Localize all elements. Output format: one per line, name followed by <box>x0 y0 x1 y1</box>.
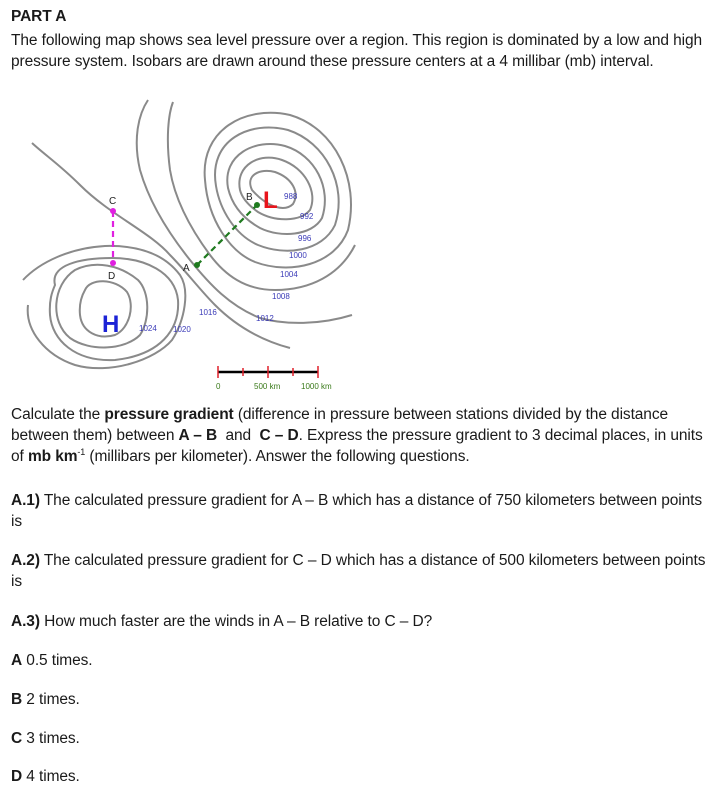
point-label-b: B <box>246 192 253 203</box>
isobar-label-996: 996 <box>298 234 312 243</box>
high-pressure-label: H <box>102 311 120 338</box>
question-a1: A.1) The calculated pressure gradient for A – B which has a distance of 750 kilometers between points is <box>11 492 702 530</box>
question-a3: A.3) How much faster are the winds in A – B relative to C – D? <box>11 613 433 630</box>
point-label-a: A <box>183 263 190 274</box>
option-b[interactable]: B 2 times. <box>11 691 80 708</box>
isobar-label-1020: 1020 <box>173 325 191 334</box>
isobar-1016 <box>32 143 290 348</box>
page-title: PART A <box>11 8 67 25</box>
intro-paragraph: The following map shows sea level pressure over a region. This region is dominated by a low and high pressure system. Isobars are drawn around these pressure centers at a 4 millibar (mb) interval. <box>11 32 703 70</box>
option-d[interactable]: D 4 times. <box>11 768 80 785</box>
isobar-label-992: 992 <box>300 212 314 221</box>
point-label-c: C <box>109 196 117 207</box>
isobar-1004 <box>205 113 351 268</box>
point-b-marker <box>254 202 260 208</box>
isobar-label-1000: 1000 <box>289 251 307 260</box>
scale-label-0: 0 <box>216 382 221 391</box>
scale-bar <box>216 366 332 391</box>
line-a-b <box>197 205 257 265</box>
question-a2: A.2) The calculated pressure gradient for C – D which has a distance of 500 kilometers between points is <box>11 552 706 590</box>
isobar-label-1004: 1004 <box>280 270 298 279</box>
scale-label-1000: 1000 km <box>301 382 332 391</box>
point-a-marker <box>194 262 200 268</box>
isobar-label-1016: 1016 <box>199 308 217 317</box>
isobar-1012 <box>137 100 352 323</box>
option-a[interactable]: A 0.5 times. <box>11 652 93 669</box>
scale-label-500: 500 km <box>254 382 281 391</box>
point-label-d: D <box>108 271 116 282</box>
unit-label: mb km <box>27 448 78 465</box>
isobar-label-1012: 1012 <box>256 314 274 323</box>
low-pressure-label: L <box>263 187 278 214</box>
pressure-map <box>0 95 360 395</box>
point-c-marker <box>110 208 116 214</box>
option-c[interactable]: C 3 times. <box>11 730 80 747</box>
isobar-label-1024: 1024 <box>139 324 157 333</box>
term-pressure-gradient: pressure gradient <box>104 406 234 423</box>
isobar-label-988: 988 <box>284 192 298 201</box>
instructions-paragraph: Calculate the pressure gradient (difference in pressure between stations divided by the distance between them) between A – B and C – D. Express the pressure gradient to 3 decimal places, in units of mb $km^{-1}$ (millibars per kilometer). Answer the following questions. <box>11 406 703 465</box>
point-d-marker <box>110 260 116 266</box>
isobar-label-1008: 1008 <box>272 292 290 301</box>
isobar-1008 <box>168 102 355 290</box>
